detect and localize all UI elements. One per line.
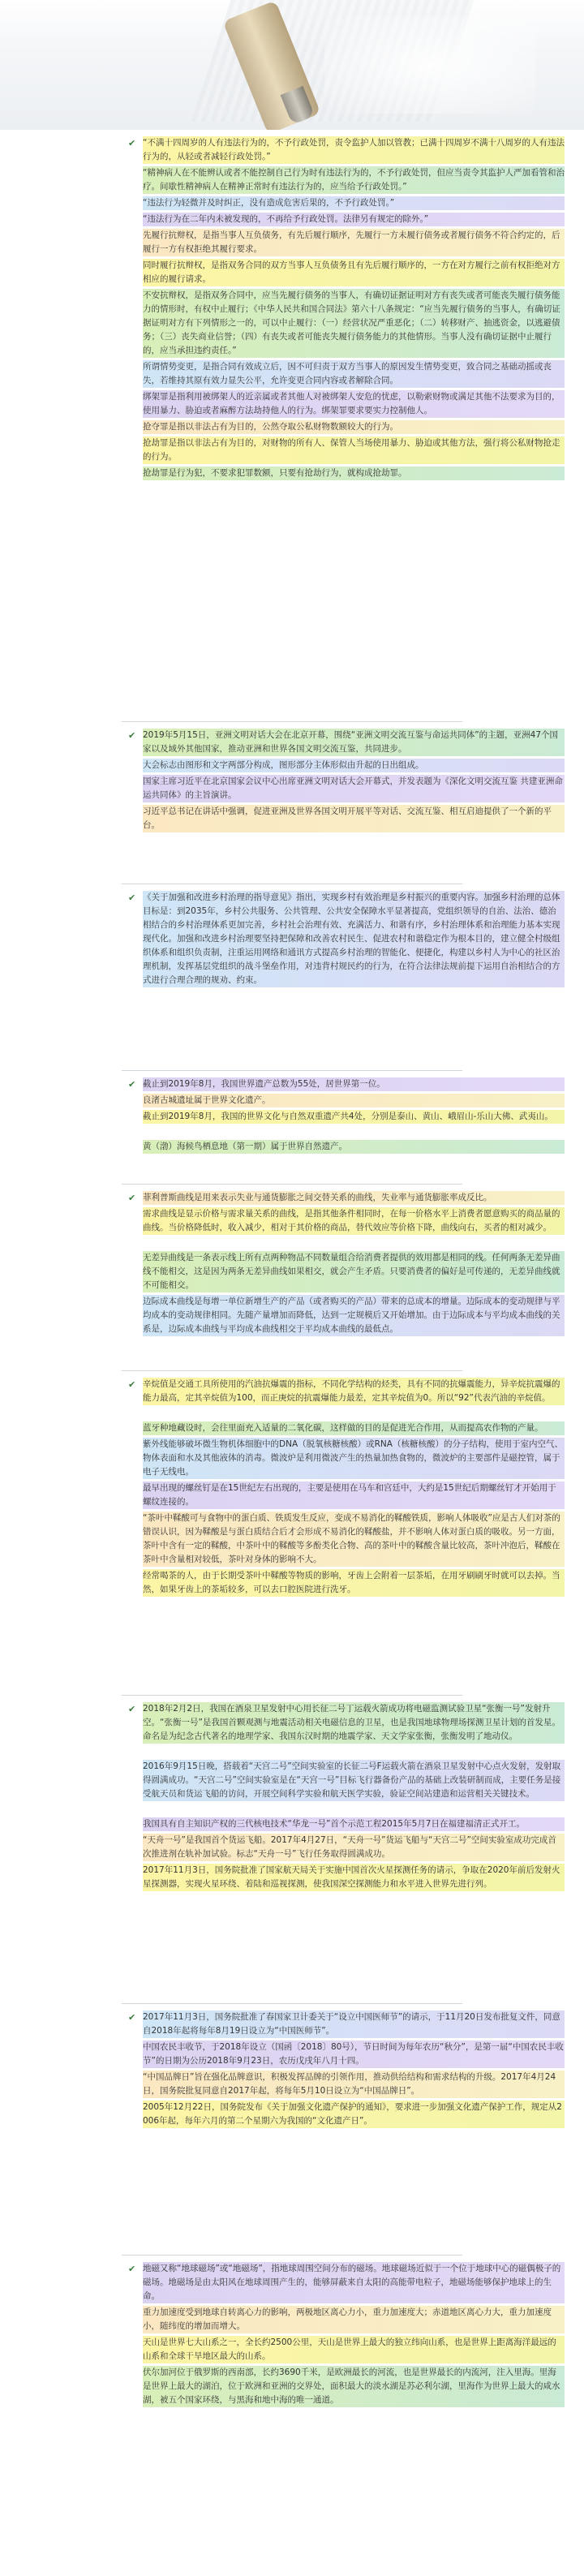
paragraph: “违法行为在二年内未被发现的，不再给予行政处罚。法律另有规定的除外。” [143, 213, 565, 226]
paragraph: “不满十四周岁的人有违法行为的，不予行政处罚，责令监护人加以管教；已满十四周岁不满十八周岁的人有违法行为的，从轻或者减轻行政处罚。” [143, 136, 565, 164]
paragraph: 抢劫罪是行为犯，不要求犯罪数额，只要有抢劫行为，就构成抢劫罪。 [143, 467, 565, 480]
paragraph: 先履行抗辩权，是指当事人互负债务，有先后履行顺序，先履行一方未履行债务或者履行债务不符合约定的，后履行一方有权拒绝其履行要求。 [143, 229, 565, 256]
paragraph: “中国品牌日”旨在强化品牌意识，积极发挥品牌的引领作用，推动供给结构和需求结构的升级。2017年4月24日，国务院批复同意自2017年起，将每年5月10日设立为“中国品牌日”。 [143, 2071, 565, 2098]
paragraph: 最早出现的螺丝钉是在15世纪左右出现的，主要是使用在马车和宫廷中，大约是15世纪后期螺丝钉才开始用于螺纹连接的。 [143, 1482, 565, 1509]
check-icon: ✔ [128, 138, 136, 148]
paragraph: 辛烷值是交通工具所使用的汽油抗爆震的指标，不同化学结构的烃类，具有不同的抗爆震能力，异辛烷抗震爆的能力最高，定其辛烷值为100，而正庚烷的抗震爆能力最差，定其辛烷值为0。所以“92”代表汽油的辛烷值。 [143, 1378, 565, 1405]
paragraph: 抢夺罪是指以非法占有为目的，公然夺取公私财物数额较大的行为。 [143, 420, 565, 434]
paragraph: 2016年9月15日晚，搭载着“天宫二号”空间实验室的长征二号F运载火箭在酒泉卫星发射中心点火发射，发射取得圆满成功。“天宫二号”空间实验室是在“天宫一号”目标飞行器备份产品的基础上改装研制而成，主要任务是接受航天员和货运飞船的访问，开展空间科学实验和航天医学实验，验证空间站建造和运营相关关键技术。 [143, 1760, 565, 1801]
content-section [0, 1378, 584, 1678]
content-section [0, 891, 584, 1053]
paragraph: 菲利普斯曲线是用来表示失业与通货膨胀之间交替关系的曲线，失业率与通货膨胀率成反比。 [143, 1191, 565, 1205]
paragraph: 2005年12月22日，国务院发布《关于加强文化遗产保护的通知》，要求进一步加强文化遗产保护工作，规定从2006年起，每年六月的第二个星期六为我国的“文化遗产日”。 [143, 2101, 565, 2128]
content-section [0, 729, 584, 858]
content-section [0, 136, 584, 696]
content-section [0, 1191, 584, 1353]
paragraph: 同时履行抗辩权，是指双务合同的双方当事人互负债务且有先后履行顺序的，一方在对方履行之前有权拒绝对方相应的履行请求。 [143, 259, 565, 286]
check-icon: ✔ [128, 1079, 136, 1090]
paragraph: 伏尔加河位于俄罗斯的西南部，长约3690千米，是欧洲最长的河流，也是世界最长的内流河，注入里海。里海是世界上最大的湖泊，位于欧洲和亚洲的交界处，面积最大的淡水湖是苏必利尔湖，里海作为世界上最大的咸水湖，被五个国家环绕，与黑海和地中海的唯一通道。 [143, 2366, 565, 2407]
content-section [0, 1702, 584, 1994]
check-icon: ✔ [128, 2012, 136, 2023]
check-icon: ✔ [128, 1379, 136, 1390]
paragraph: 习近平总书记在讲话中强调，促进亚洲及世界各国文明开展平等对话、交流互鉴、相互启迪提供了一个新的平台。 [143, 805, 565, 832]
paragraph: 蓝牙种地藏设时，会往里面充入适量的二氧化碳，这样做的目的是促进光合作用，从而提高农作物的产量。 [143, 1421, 565, 1435]
paragraph: 中国农民丰收节，于2018年设立（国函〔2018〕80号），节日时间为每年农历“秋分”，是第一届“中国农民丰收节”的日期为公历2018年9月23日，农历戊戌年八月十四。 [143, 2041, 565, 2068]
content-section [0, 1077, 584, 1167]
paragraph: 需求曲线是显示价格与需求量关系的曲线，是指其他条件相同时，在每一价格水平上消费者愿意购买的商品量的曲线。当价格降低时，收入减少，相对于其价格的商品，替代效应等价格下降，曲线向右，买者的相对减少。 [143, 1207, 565, 1235]
paragraph: 地磁又称“地球磁场”或“地磁场”，指地球周围空间分布的磁场。地球磁场近似于一个位于地球中心的磁偶极子的磁场。地磁场是由太阳风在地球周围产生的，能够屏蔽来自太阳的高能带电粒子，地磁场能够保护地球上的生命。 [143, 2262, 565, 2303]
section-divider [122, 2255, 462, 2256]
content-section [0, 2010, 584, 2246]
check-icon: ✔ [128, 730, 136, 741]
paragraph: 2019年5月15日，亚洲文明对话大会在北京开幕，围绕“亚洲文明交流互鉴与命运共同体”的主题，亚洲47个国家以及域外其他国家，推动亚洲和世界各国文明交流互鉴，共同进步。 [143, 729, 565, 756]
paragraph: “天舟一号”是我国首个货运飞船。2017年4月27日，“天舟一号”货运飞船与“天宫二号”空间实验室成功完成首次推进剂在轨补加试验。标志“天舟一号”飞行任务取得圆满成功。 [143, 1834, 565, 1861]
paragraph: 经常喝茶的人，由于长期受茶叶中鞣酸等物质的影响，牙齿上会附着一层茶垢，在用牙刷刷牙时就可以去掉。当然，如果牙齿上的茶垢较多，可以去口腔医院进行洗牙。 [143, 1569, 565, 1597]
paragraph: 良渚古城遗址属于世界文化遗产。 [143, 1094, 565, 1107]
header-banner [0, 0, 584, 130]
paragraph: 无差异曲线是一条表示线上所有点两种物品不同数量组合给消费者提供的效用都是相同的线。任何两条无差异曲线不能相交，这是因为两条无差异曲线如果相交，就会产生矛盾。只要消费者的偏好是可传递的，无差异曲线就不可能相交。 [143, 1251, 565, 1292]
paragraph: 抢劫罪是指以非法占有为目的，对财物的所有人、保管人当场使用暴力、胁迫或其他方法，强行将公私财物抢走的行为。 [143, 437, 565, 464]
section-divider [122, 2003, 462, 2004]
content-section [0, 2262, 584, 2530]
check-icon: ✔ [128, 892, 136, 903]
paragraph: 国家主席习近平在北京国家会议中心出席亚洲文明对话大会开幕式，并发表题为《深化文明交流互鉴 共建亚洲命运共同体》的主旨演讲。 [143, 775, 565, 802]
paragraph: 重力加速度受到地球自转离心力的影响，两极地区离心力小，重力加速度大；赤道地区离心力大，重力加速度小，随纬度的增加而增大。 [143, 2306, 565, 2333]
paragraph: 天山是世界七大山系之一，全长约2500公里，天山是世界上最大的独立纬向山系，也是世界上距离海洋最远的山系和全球干旱地区最大的山系。 [143, 2336, 565, 2363]
section-divider [122, 1695, 462, 1696]
section-divider [122, 721, 462, 722]
paragraph: 截止到2019年8月，我国世界遗产总数为55处，居世界第一位。 [143, 1077, 565, 1091]
paragraph: 2018年2月2日，我国在酒泉卫星发射中心用长征二号丁运载火箭成功将电磁监测试验卫星“张衡一号”发射升空。“张衡一号”是我国首颗观测与地震活动相关电磁信息的卫星，也是我国地球物理场探测卫星计划的首发星。命名是为纪念古代著名的地理学家、我国东汉时期的地震学家、天文学家张衡，张衡发明了地动仪。 [143, 1702, 565, 1744]
section-divider [122, 1184, 462, 1185]
paragraph: 黄（渤）海候鸟栖息地（第一期）属于世界自然遗产。 [143, 1140, 565, 1154]
check-icon: ✔ [128, 2264, 136, 2274]
paragraph: 紫外线能够破坏微生物机体细胞中的DNA（脱氧核糖核酸）或RNA（核糖核酸）的分子结构，使用于室内空气、物体表面和水及其他液体的消毒。微波炉是利用微波产生的热量加热食物的，微波炉的主要部件是磁控管，属于电子无线电。 [143, 1438, 565, 1479]
paragraph: 《关于加强和改进乡村治理的指导意见》指出，实现乡村有效治理是乡村振兴的重要内容。加强乡村治理的总体目标是：到2035年，乡村公共服务、公共管理、公共安全保障水平显著提高，党组织领导的自治、法治、德治相结合的乡村治理体系更加完善，乡村社会治理有效、充满活力、和谐有序，乡村治理体系和治理能力基本实现现代化。加强和改进乡村治理要坚持把保障和改善农村民生、促进农村和谐稳定作为根本目的，建立健全村级组织体系和组织负责制，注重运用网络和通讯方式提高乡村治理的智能化、便捷化，构建以乡村人为中心的社区治理机制，发挥基层党组织的战斗堡垒作用，对违背村规民约的行为，在符合法律法规前提下运用自治相结合的方式进行合理合理的规劝、约束。 [143, 891, 565, 987]
paragraph: 2017年11月3日，国务院批准了春国家卫计委关于“设立中国医师节”的请示，于11月20日发布批复文件，同意自2018年起将每年8月19日设立为“中国医师节”。 [143, 2010, 565, 2038]
paragraph: 边际成本曲线是每增一单位新增生产的产品（或者购买的产品）带来的总成本的增量。边际成本的变动规律与平均成本的变动规律相同。先随产量增加而降低，达到一定规模后又开始增加。由于边际成本与平均成本曲线的关系是，边际成本曲线与平均成本曲线相交于平均成本曲线的最低点。 [143, 1295, 565, 1336]
paragraph: “违法行为轻微并及时纠正，没有造成危害后果的，不予行政处罚。” [143, 196, 565, 210]
paragraph: 不安抗辩权，是指双务合同中，应当先履行债务的当事人，有确切证据证明对方有丧失或者可能丧失履行债务能力的情形时，有权中止履行；《中华人民共和国合同法》第六十八条规定：“应当先履行债务的当事人，有确切证据证明对方有下列情形之一的，可以中止履行：（一）经营状况严重恶化；（二）转移财产、抽逃资金，以逃避债务；（三）丧失商业信誉；（四）有丧失或者可能丧失履行债务能力的其他情形。当事人没有确切证据中止履行的，应当承担违约责任。” [143, 289, 565, 358]
banner-glow [324, 16, 535, 114]
paragraph: 我国具有自主知识产权的三代核电技术“华龙一号”首个示范工程2015年5月7日在福建福清正式开工。 [143, 1817, 565, 1831]
paragraph: 2017年11月3日，国务院批准了国家航天局关于实施中国首次火星探测任务的请示，争取在2020年前后发射火星探测器，实现火星环绕、着陆和巡视探测，使我国深空探测能力和水平进入世界先进行列。 [143, 1864, 565, 1891]
section-divider [122, 1370, 462, 1371]
paragraph: 绑架罪是指利用被绑架人的近亲属或者其他人对被绑架人安危的忧虑，以勒索财物或满足其他不法要求为目的，使用暴力、胁迫或者麻醉方法劫持他人的行为。绑架罪要求要实力控制他人。 [143, 390, 565, 418]
section-divider [122, 1070, 462, 1071]
check-icon: ✔ [128, 1704, 136, 1714]
paragraph: “茶叶中鞣酸可与食物中的蛋白质、铁质发生反应，变成不易消化的鞣酸铁质，影响人体吸收”应是古人们对茶的错误认识，因为鞣酸是与蛋白质结合后才会形成不易消化的鞣酸盐，并不影响人体对蛋白质的吸收。另一方面，茶叶中含有一定的鞣酸，中茶叶中的鞣酸等多酚类化合物、高的茶叶中的鞣酸含量比较高，茶叶冲泡后，鞣酸在茶叶中含量相对较低，茶叶对身体的影响不大。 [143, 1512, 565, 1567]
paragraph: 截止到2019年8月，我国的世界文化与自然双重遗产共4处，分别是泰山、黄山、峨眉山-乐山大佛、武夷山。 [143, 1110, 565, 1124]
paragraph: 所谓情势变更，是指合同有效成立后，因不可归责于双方当事人的原因发生情势变更，致合同之基础动摇或丧失，若维持其原有效力显失公平，允许变更合同内容或者解除合同。 [143, 360, 565, 388]
paragraph: “精神病人在不能辨认或者不能控制自己行为时有违法行为的，不予行政处罚，但应当责令其监护人严加看管和治疗。间歇性精神病人在精神正常时有违法行为的，应当给予行政处罚。” [143, 166, 565, 194]
paragraph: 大会标志由图形和文字两部分构成，图形部分主体形似由升起的日出组成。 [143, 759, 565, 772]
check-icon: ✔ [128, 1193, 136, 1203]
